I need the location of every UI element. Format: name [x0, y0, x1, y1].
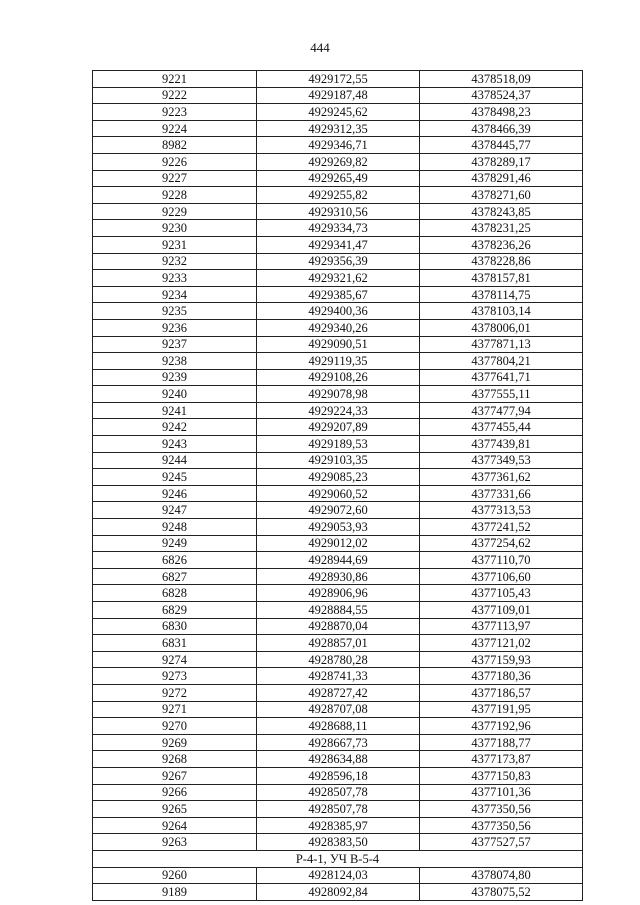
y-coordinate-cell: 4377109,01 — [420, 602, 583, 619]
table-row — [93, 419, 583, 436]
table-row — [93, 120, 583, 137]
y-coordinate-cell: 4378074,80 — [420, 867, 583, 884]
x-coordinate-cell: 4928596,18 — [257, 767, 420, 784]
y-coordinate-cell: 4377186,57 — [420, 684, 583, 701]
y-coordinate-cell: 4377527,57 — [420, 834, 583, 851]
table-row — [93, 402, 583, 419]
point-number-cell: 9224 — [93, 120, 257, 137]
x-coordinate-cell: 4929245,62 — [257, 104, 420, 121]
table-row — [93, 585, 583, 602]
table-row — [93, 187, 583, 204]
x-coordinate-cell: 4929090,51 — [257, 336, 420, 353]
table-row — [93, 220, 583, 237]
coordinates-table-body — [93, 71, 583, 901]
table-row — [93, 170, 583, 187]
y-coordinate-cell: 4377641,71 — [420, 369, 583, 386]
y-coordinate-cell: 4377455,44 — [420, 419, 583, 436]
table-row — [93, 519, 583, 536]
y-coordinate-cell: 4377331,66 — [420, 485, 583, 502]
table-row — [93, 552, 583, 569]
y-coordinate-cell: 4377254,62 — [420, 535, 583, 552]
section-row — [93, 850, 583, 867]
table-row — [93, 734, 583, 751]
point-number-cell: 9240 — [93, 386, 257, 403]
y-coordinate-cell: 4377106,60 — [420, 568, 583, 585]
point-number-cell: 9226 — [93, 153, 257, 170]
y-coordinate-cell: 4377150,83 — [420, 767, 583, 784]
y-coordinate-cell: 4377188,77 — [420, 734, 583, 751]
table-row — [93, 751, 583, 768]
point-number-cell: 9246 — [93, 485, 257, 502]
table-row — [93, 71, 583, 88]
point-number-cell: 9269 — [93, 734, 257, 751]
x-coordinate-cell: 4928634,88 — [257, 751, 420, 768]
x-coordinate-cell: 4929187,48 — [257, 87, 420, 104]
x-coordinate-cell: 4929119,35 — [257, 353, 420, 370]
table-row — [93, 236, 583, 253]
y-coordinate-cell: 4377191,95 — [420, 701, 583, 718]
x-coordinate-cell: 4928930,86 — [257, 568, 420, 585]
point-number-cell: 9233 — [93, 270, 257, 287]
y-coordinate-cell: 4378524,37 — [420, 87, 583, 104]
y-coordinate-cell: 4377159,93 — [420, 651, 583, 668]
y-coordinate-cell: 4377439,81 — [420, 436, 583, 453]
x-coordinate-cell: 4929172,55 — [257, 71, 420, 88]
table-row — [93, 701, 583, 718]
point-number-cell: 9244 — [93, 452, 257, 469]
point-number-cell: 9267 — [93, 767, 257, 784]
x-coordinate-cell: 4928688,11 — [257, 718, 420, 735]
table-row — [93, 436, 583, 453]
y-coordinate-cell: 4377361,62 — [420, 469, 583, 486]
y-coordinate-cell: 4378114,75 — [420, 286, 583, 303]
table-row — [93, 684, 583, 701]
y-coordinate-cell: 4378498,23 — [420, 104, 583, 121]
x-coordinate-cell: 4928944,69 — [257, 552, 420, 569]
table-row — [93, 834, 583, 851]
x-coordinate-cell: 4929053,93 — [257, 519, 420, 536]
x-coordinate-cell: 4928870,04 — [257, 618, 420, 635]
coordinates-table — [92, 70, 583, 901]
table-row — [93, 452, 583, 469]
point-number-cell: 9239 — [93, 369, 257, 386]
y-coordinate-cell: 4377804,21 — [420, 353, 583, 370]
y-coordinate-cell: 4377105,43 — [420, 585, 583, 602]
point-number-cell: 9230 — [93, 220, 257, 237]
y-coordinate-cell: 4377349,53 — [420, 452, 583, 469]
x-coordinate-cell: 4928383,50 — [257, 834, 420, 851]
x-coordinate-cell: 4928741,33 — [257, 668, 420, 685]
table-row — [93, 469, 583, 486]
point-number-cell: 9241 — [93, 402, 257, 419]
x-coordinate-cell: 4928727,42 — [257, 684, 420, 701]
y-coordinate-cell: 4378271,60 — [420, 187, 583, 204]
table-row — [93, 801, 583, 818]
x-coordinate-cell: 4929312,35 — [257, 120, 420, 137]
table-row — [93, 718, 583, 735]
point-number-cell: 9242 — [93, 419, 257, 436]
point-number-cell: 9263 — [93, 834, 257, 851]
y-coordinate-cell: 4377173,87 — [420, 751, 583, 768]
point-number-cell: 6830 — [93, 618, 257, 635]
section-label: Р-4-1, УЧ В-5-4 — [93, 850, 583, 867]
x-coordinate-cell: 4928707,08 — [257, 701, 420, 718]
y-coordinate-cell: 4377101,36 — [420, 784, 583, 801]
table-row — [93, 137, 583, 154]
point-number-cell: 6828 — [93, 585, 257, 602]
y-coordinate-cell: 4378291,46 — [420, 170, 583, 187]
point-number-cell: 6826 — [93, 552, 257, 569]
x-coordinate-cell: 4928385,97 — [257, 817, 420, 834]
x-coordinate-cell: 4929085,23 — [257, 469, 420, 486]
x-coordinate-cell: 4929340,26 — [257, 319, 420, 336]
y-coordinate-cell: 4377180,36 — [420, 668, 583, 685]
y-coordinate-cell: 4377121,02 — [420, 635, 583, 652]
point-number-cell: 9238 — [93, 353, 257, 370]
x-coordinate-cell: 4929255,82 — [257, 187, 420, 204]
point-number-cell: 9231 — [93, 236, 257, 253]
x-coordinate-cell: 4929224,33 — [257, 402, 420, 419]
y-coordinate-cell: 4378157,81 — [420, 270, 583, 287]
y-coordinate-cell: 4377350,56 — [420, 817, 583, 834]
point-number-cell: 9248 — [93, 519, 257, 536]
y-coordinate-cell: 4378236,26 — [420, 236, 583, 253]
y-coordinate-cell: 4378518,09 — [420, 71, 583, 88]
table-row — [93, 817, 583, 834]
table-row — [93, 319, 583, 336]
point-number-cell: 9265 — [93, 801, 257, 818]
point-number-cell: 9249 — [93, 535, 257, 552]
x-coordinate-cell: 4928507,78 — [257, 801, 420, 818]
point-number-cell: 6829 — [93, 602, 257, 619]
page-number: 444 — [310, 40, 330, 55]
point-number-cell: 9189 — [93, 884, 257, 901]
x-coordinate-cell: 4928092,84 — [257, 884, 420, 901]
point-number-cell: 9268 — [93, 751, 257, 768]
point-number-cell: 9260 — [93, 867, 257, 884]
point-number-cell: 9266 — [93, 784, 257, 801]
point-number-cell: 9247 — [93, 502, 257, 519]
point-number-cell: 9228 — [93, 187, 257, 204]
y-coordinate-cell: 4377350,56 — [420, 801, 583, 818]
x-coordinate-cell: 4929269,82 — [257, 153, 420, 170]
x-coordinate-cell: 4929356,39 — [257, 253, 420, 270]
x-coordinate-cell: 4929346,71 — [257, 137, 420, 154]
x-coordinate-cell: 4929072,60 — [257, 502, 420, 519]
point-number-cell: 9237 — [93, 336, 257, 353]
x-coordinate-cell: 4929334,73 — [257, 220, 420, 237]
table-row — [93, 369, 583, 386]
x-coordinate-cell: 4929207,89 — [257, 419, 420, 436]
table-row — [93, 270, 583, 287]
x-coordinate-cell: 4929078,98 — [257, 386, 420, 403]
point-number-cell: 9272 — [93, 684, 257, 701]
point-number-cell: 9222 — [93, 87, 257, 104]
point-number-cell: 9245 — [93, 469, 257, 486]
x-coordinate-cell: 4928884,55 — [257, 602, 420, 619]
table-row — [93, 502, 583, 519]
y-coordinate-cell: 4377477,94 — [420, 402, 583, 419]
y-coordinate-cell: 4378228,86 — [420, 253, 583, 270]
x-coordinate-cell: 4929385,67 — [257, 286, 420, 303]
point-number-cell: 9264 — [93, 817, 257, 834]
x-coordinate-cell: 4929103,35 — [257, 452, 420, 469]
table-row — [93, 884, 583, 901]
point-number-cell: 9221 — [93, 71, 257, 88]
x-coordinate-cell: 4929060,52 — [257, 485, 420, 502]
y-coordinate-cell: 4377113,97 — [420, 618, 583, 635]
y-coordinate-cell: 4378289,17 — [420, 153, 583, 170]
point-number-cell: 9273 — [93, 668, 257, 685]
point-number-cell: 9274 — [93, 651, 257, 668]
y-coordinate-cell: 4378006,01 — [420, 319, 583, 336]
x-coordinate-cell: 4929321,62 — [257, 270, 420, 287]
x-coordinate-cell: 4928906,96 — [257, 585, 420, 602]
x-coordinate-cell: 4928124,03 — [257, 867, 420, 884]
table-row — [93, 767, 583, 784]
y-coordinate-cell: 4377871,13 — [420, 336, 583, 353]
y-coordinate-cell: 4377313,53 — [420, 502, 583, 519]
table-row — [93, 336, 583, 353]
table-row — [93, 303, 583, 320]
table-row — [93, 286, 583, 303]
y-coordinate-cell: 4378103,14 — [420, 303, 583, 320]
point-number-cell: 9229 — [93, 203, 257, 220]
y-coordinate-cell: 4378243,85 — [420, 203, 583, 220]
y-coordinate-cell: 4378466,39 — [420, 120, 583, 137]
table-row — [93, 153, 583, 170]
point-number-cell: 8982 — [93, 137, 257, 154]
point-number-cell: 6831 — [93, 635, 257, 652]
x-coordinate-cell: 4928507,78 — [257, 784, 420, 801]
table-row — [93, 203, 583, 220]
x-coordinate-cell: 4929341,47 — [257, 236, 420, 253]
point-number-cell: 9271 — [93, 701, 257, 718]
point-number-cell: 9236 — [93, 319, 257, 336]
table-row — [93, 668, 583, 685]
point-number-cell: 9270 — [93, 718, 257, 735]
x-coordinate-cell: 4929265,49 — [257, 170, 420, 187]
table-row — [93, 635, 583, 652]
point-number-cell: 9235 — [93, 303, 257, 320]
point-number-cell: 9232 — [93, 253, 257, 270]
table-row — [93, 87, 583, 104]
point-number-cell: 9227 — [93, 170, 257, 187]
table-row — [93, 784, 583, 801]
y-coordinate-cell: 4378231,25 — [420, 220, 583, 237]
point-number-cell: 6827 — [93, 568, 257, 585]
x-coordinate-cell: 4929189,53 — [257, 436, 420, 453]
table-row — [93, 485, 583, 502]
x-coordinate-cell: 4928780,28 — [257, 651, 420, 668]
table-row — [93, 353, 583, 370]
table-row — [93, 618, 583, 635]
table-row — [93, 253, 583, 270]
y-coordinate-cell: 4378075,52 — [420, 884, 583, 901]
point-number-cell: 9243 — [93, 436, 257, 453]
table-row — [93, 602, 583, 619]
table-row — [93, 386, 583, 403]
x-coordinate-cell: 4928857,01 — [257, 635, 420, 652]
table-row — [93, 104, 583, 121]
table-row — [93, 867, 583, 884]
x-coordinate-cell: 4929400,36 — [257, 303, 420, 320]
x-coordinate-cell: 4929310,56 — [257, 203, 420, 220]
table-row — [93, 651, 583, 668]
y-coordinate-cell: 4377110,70 — [420, 552, 583, 569]
x-coordinate-cell: 4929108,26 — [257, 369, 420, 386]
x-coordinate-cell: 4929012,02 — [257, 535, 420, 552]
point-number-cell: 9223 — [93, 104, 257, 121]
table-row — [93, 535, 583, 552]
table-row — [93, 568, 583, 585]
x-coordinate-cell: 4928667,73 — [257, 734, 420, 751]
y-coordinate-cell: 4378445,77 — [420, 137, 583, 154]
y-coordinate-cell: 4377241,52 — [420, 519, 583, 536]
y-coordinate-cell: 4377555,11 — [420, 386, 583, 403]
y-coordinate-cell: 4377192,96 — [420, 718, 583, 735]
point-number-cell: 9234 — [93, 286, 257, 303]
